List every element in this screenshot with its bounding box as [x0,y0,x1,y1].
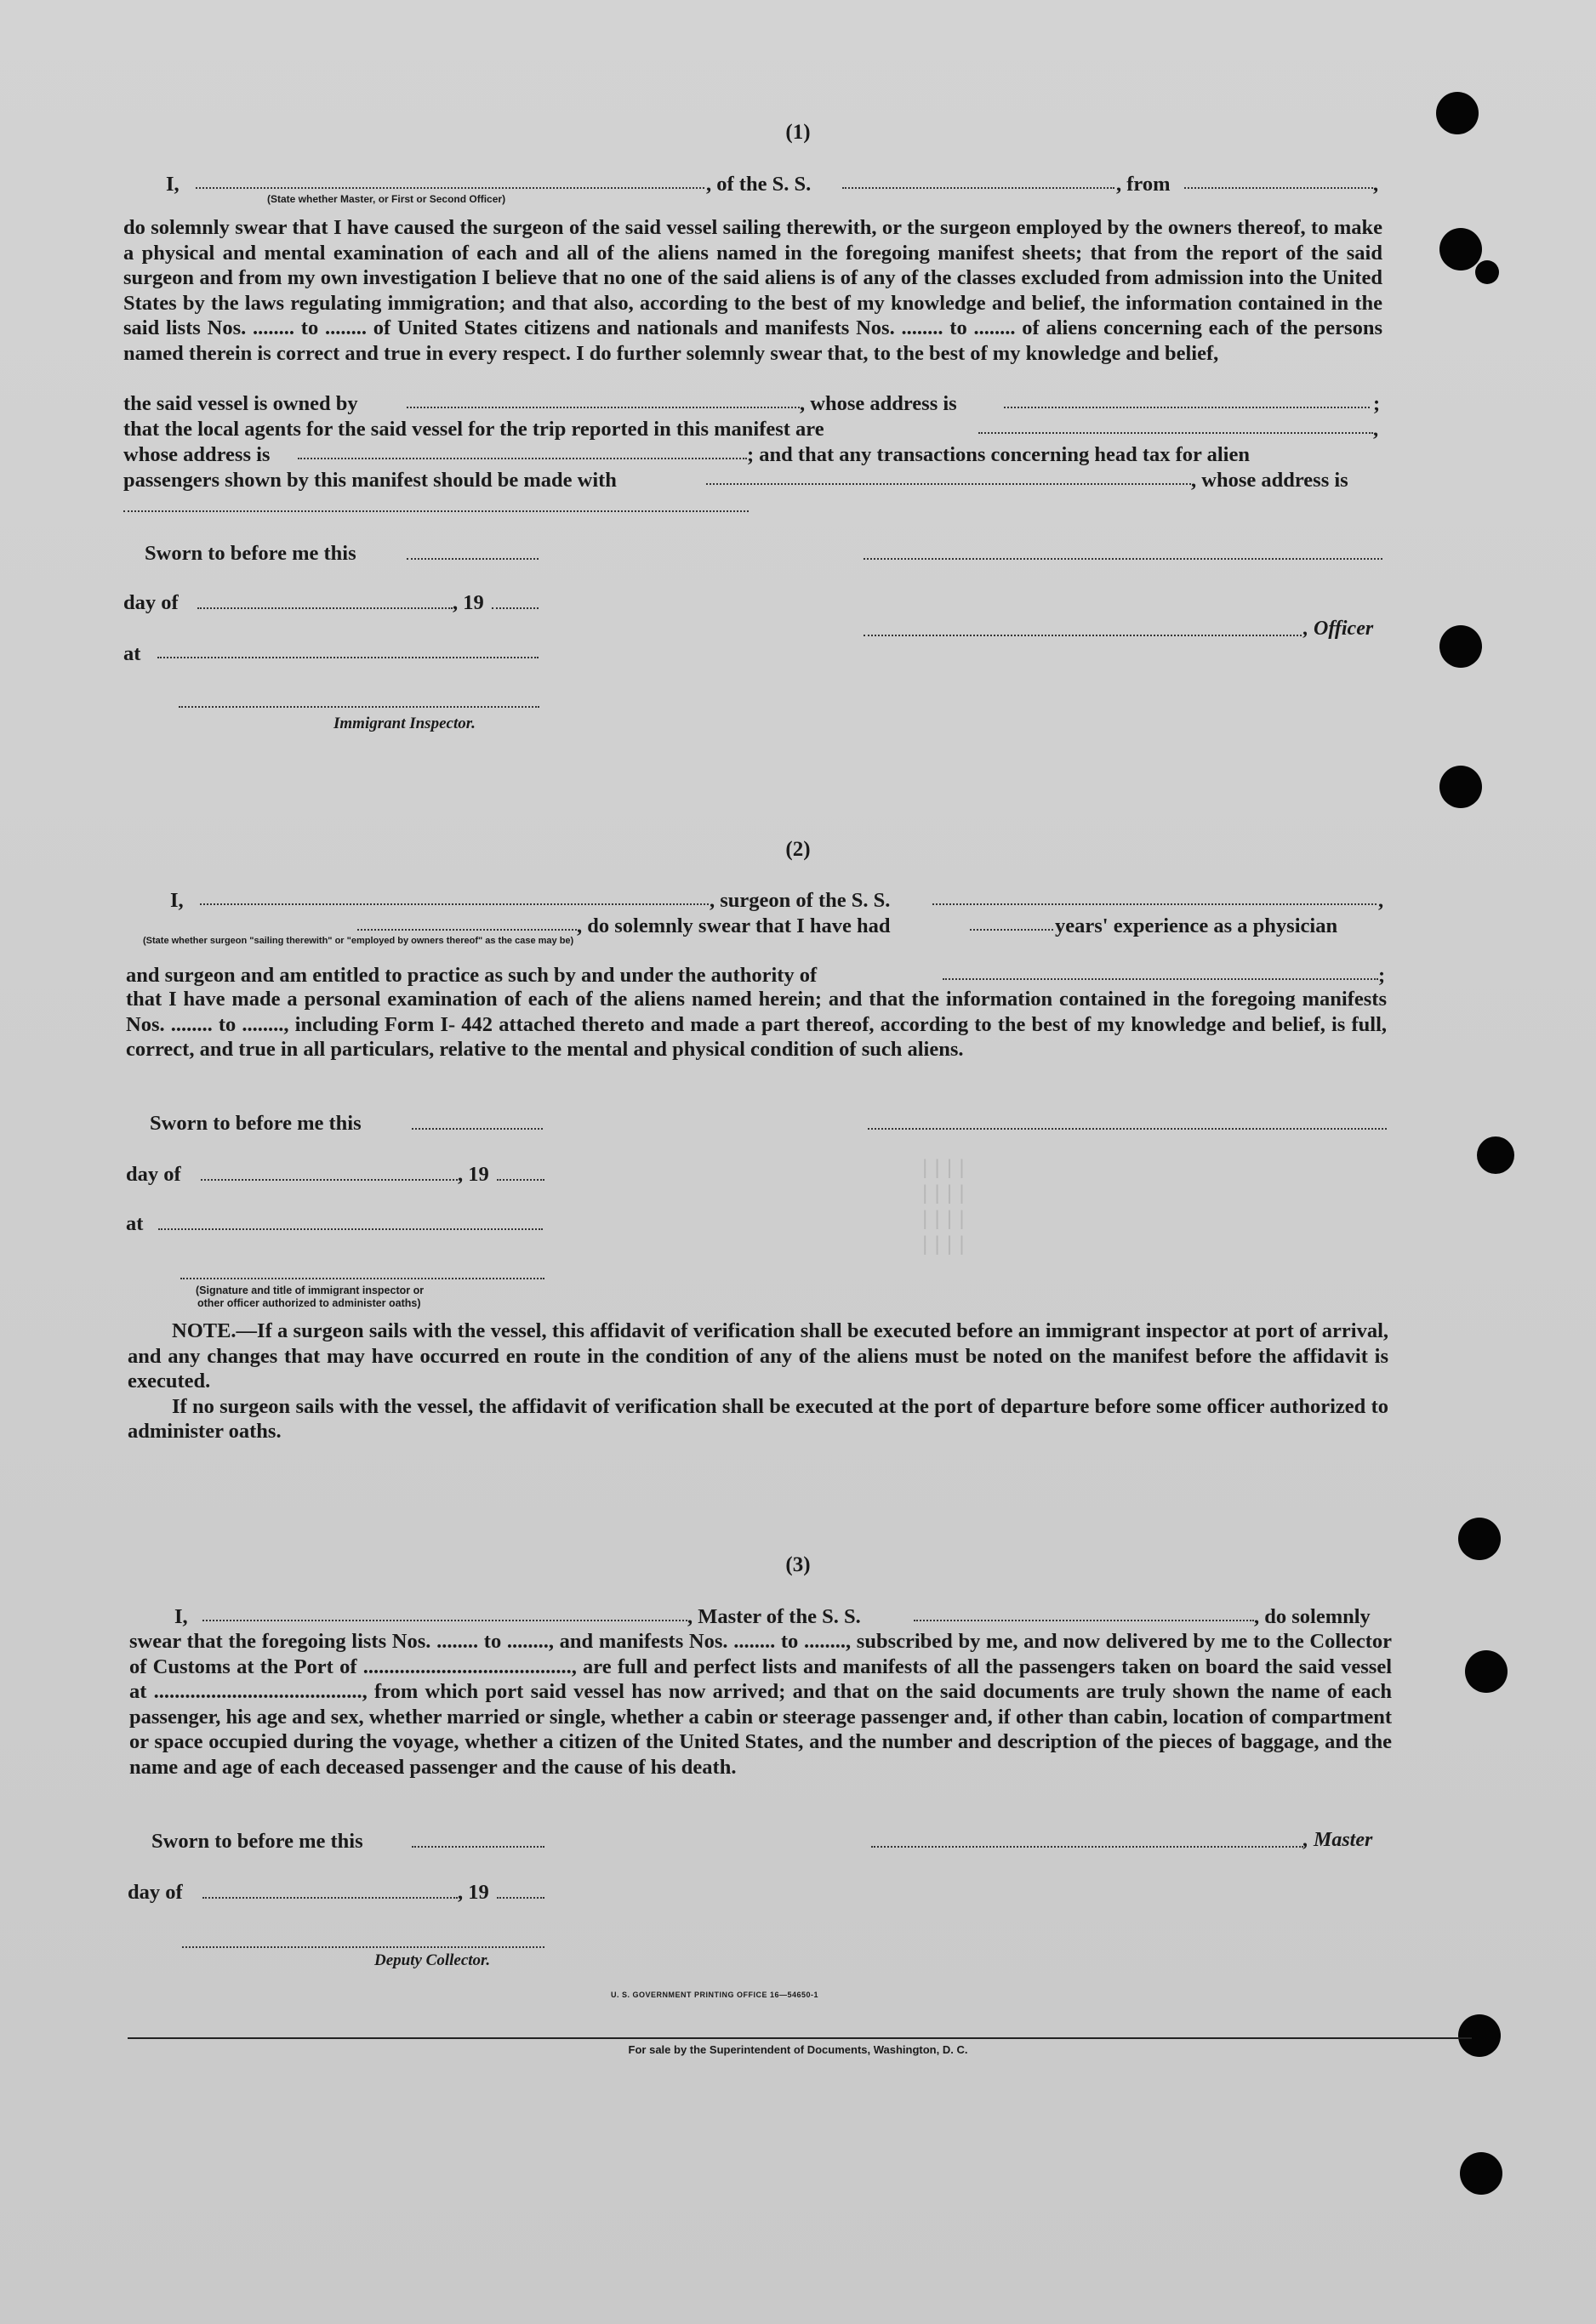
of-the-ss-label: , of the S. S. [706,173,812,196]
section-3-oath-text: swear that the foregoing lists Nos. ........ to ........, and manifests Nos. ........ to ........, subscribed by me, and now delivered by me to the Collector of Customs at the Port of ........................................, are full and perfect lists and manifests of all the passengers taken on board the said vessel at ........................................, from which port said vessel has now arrived; and that on the said documents are truly shown the name of each passenger, his age and sex, whether married or single, whether a cabin or steerage passenger and, if other than cabin, location of compartment or space occupied during the voyage, whether a citizen of the United States, and the number and description of the pieces of baggage, and the name and age of each deceased passenger and the cause of his death. [129,1630,1392,1779]
section-2-day-of-label: day of [126,1163,181,1186]
from-comma: , [1373,173,1379,196]
section-1-sworn-label: Sworn to before me this [145,542,356,565]
gpo-imprint: U. S. GOVERNMENT PRINTING OFFICE 16—54650-1 [611,1991,819,1999]
officer-label: , Officer [1303,618,1374,640]
section-1-at-field[interactable] [157,657,539,658]
section-2-oath-text: that I have made a personal examination of each of the aliens named herein; and that the information contained in the foregoing manifests Nos. ........ to ........, including Form I- 442 attached thereto and made a part thereof, according to the best of my knowledge and belief, is full, correct, and true in all particulars, relative to the mental and physical condition of such aliens. [126,988,1387,1061]
section-2-sworn-field[interactable] [412,1128,543,1130]
section-3-sworn-field[interactable] [412,1846,544,1848]
section-3-day-field[interactable] [202,1897,458,1899]
section-1-number: (1) [785,121,811,144]
section-2-year-field[interactable] [497,1179,544,1181]
owner-address-field[interactable] [1004,407,1370,408]
punch-hole [1465,1650,1508,1693]
local-agents-label: that the local agents for the said vessel for the trip reported in this manifest are [123,418,824,441]
section-3-year-field[interactable] [497,1897,544,1899]
section-2-at-label: at [126,1212,144,1235]
owned-by-label: the said vessel is owned by [123,392,358,415]
section-1-body [123,215,1382,366]
owner-address-semicolon: ; [1373,392,1381,415]
section-2-inspector-signature-field[interactable] [180,1278,544,1279]
local-agents-field[interactable] [978,432,1373,434]
section-2-at-field[interactable] [158,1228,543,1230]
local-agents-comma: , [1373,418,1379,441]
surgeon-name-field[interactable] [200,903,709,905]
do-solemnly-label: , do solemnly swear that I have had [577,914,891,937]
surgeon-vessel-comma: , [1378,889,1384,912]
master-name-field[interactable] [196,187,704,189]
owner-field[interactable] [407,407,800,408]
section-2-body [126,987,1387,1062]
sale-footer: For sale by the Superintendent of Documents, Washington, D. C. [628,2043,968,2056]
section-2-line-i: I, [170,889,184,912]
passengers-label: passengers shown by this manifest should be made with [123,469,617,492]
immigrant-inspector-label: Immigrant Inspector. [333,715,476,732]
agents-address-field[interactable] [298,458,747,459]
section-1-day-field[interactable] [197,607,453,609]
section-3-do-solemnly-label: , do solemnly [1254,1605,1371,1628]
section-3-body [129,1629,1392,1780]
from-label: , from [1116,173,1171,196]
collector-signature-field[interactable] [182,1946,544,1948]
head-tax-address-label: , whose address is [1191,469,1348,492]
section-3-number: (3) [785,1553,811,1576]
bottom-rule [128,2037,1472,2039]
inspector-signature-field[interactable] [179,706,539,708]
surgeon-vessel-field[interactable] [932,903,1377,905]
surgeon-status-field[interactable] [357,929,577,931]
head-tax-address-field[interactable] [123,510,749,512]
section-2-sworn-label: Sworn to before me this [150,1112,362,1135]
section-3-master-name-field[interactable] [202,1620,687,1621]
authority-semicolon: ; [1378,964,1386,987]
punch-hole [1460,2152,1502,2195]
years-experience-label: years' experience as a physician [1055,914,1338,937]
section-2-year-label: , 19 [458,1163,489,1186]
section-3-sworn-label: Sworn to before me this [151,1830,363,1853]
master-signature-field[interactable] [871,1846,1303,1848]
agents-address-label: whose address is [123,443,271,466]
punch-hole [1439,766,1482,808]
head-tax-label: ; and that any transactions concerning head tax for alien [747,443,1250,466]
section-2-signature-field[interactable] [868,1128,1387,1130]
section-1-year-field[interactable] [492,607,539,609]
note-paragraph-2: If no surgeon sails with the vessel, the affidavit of verification shall be executed at the port of departure before some officer authorized to administer oaths. [128,1394,1388,1443]
officer-signature-field[interactable] [864,635,1302,636]
surgeon-of-ss-label: , surgeon of the S. S. [710,889,891,912]
section-2-number: (2) [785,838,811,861]
section-2-day-field[interactable] [201,1179,458,1181]
section-1-year-label: , 19 [453,591,484,614]
section-1-oath-text: do solemnly swear that I have caused the surgeon of the said vessel sailing therewith, or the surgeon employed by the owners thereof, to make a physical and mental examination of each and all of the aliens named in the foregoing manifest sheets; that from the report of the said surgeon and from my own investigation I believe that no one of the said aliens is of any of the classes excluded from admission into the United States by the laws regulating immigration; and that also, according to the best of my knowledge and belief, the information contained in the said lists Nos. ........ to ........ of United States citizens and nationals and manifests Nos. ........ to ........ of aliens concerning each of the persons named therein is correct and true in every respect. I do further solemnly swear that, to the best of my knowledge and belief, [123,216,1382,365]
section-1-at-label: at [123,642,141,665]
authority-label: and surgeon and am entitled to practice as such by and under the authority of [126,964,818,987]
vessel-name-field[interactable] [842,187,1114,189]
master-of-ss-label: , Master of the S. S. [687,1605,861,1628]
master-label: , Master [1303,1829,1373,1851]
authority-field[interactable] [943,978,1378,980]
head-tax-agent-field[interactable] [706,483,1191,485]
deputy-collector-label: Deputy Collector. [374,1951,491,1969]
note-paragraph-1: NOTE.—If a surgeon sails with the vessel, this affidavit of verification shall be executed before an immigrant inspector at port of arrival, and any changes that may have occurred en route in the condition of any of the aliens must be noted on the manifest before the affidavit is executed. [128,1319,1388,1393]
section-1-hint: (State whether Master, or First or Second Officer) [267,193,506,205]
punch-hole [1439,625,1482,668]
punch-hole [1439,228,1482,271]
punch-hole [1475,260,1499,284]
bleed-through-text: |||| |||| |||| |||| [919,1158,968,1257]
punch-hole [1477,1136,1514,1174]
section-3-year-label: , 19 [458,1881,489,1904]
section-1-line-i: I, [166,173,180,196]
owner-address-label: , whose address is [800,392,957,415]
note-block [128,1319,1388,1444]
years-field[interactable] [970,929,1053,931]
section-1-day-of-label: day of [123,591,179,614]
section-3-vessel-field[interactable] [914,1620,1254,1621]
from-port-field[interactable] [1184,187,1373,189]
section-1-sworn-field[interactable] [407,558,539,560]
section-2-sig-hint-2: other officer authorized to administer oaths) [197,1297,421,1309]
section-2-sig-hint-1: (Signature and title of immigrant inspector or [196,1284,425,1296]
section-3-line-i: I, [174,1605,188,1628]
section-3-day-of-label: day of [128,1881,183,1904]
section-2-hint: (State whether surgeon "sailing therewith" or "employed by owners thereof" as the case may be) [143,936,574,946]
section-1-signature-field[interactable] [864,558,1382,560]
